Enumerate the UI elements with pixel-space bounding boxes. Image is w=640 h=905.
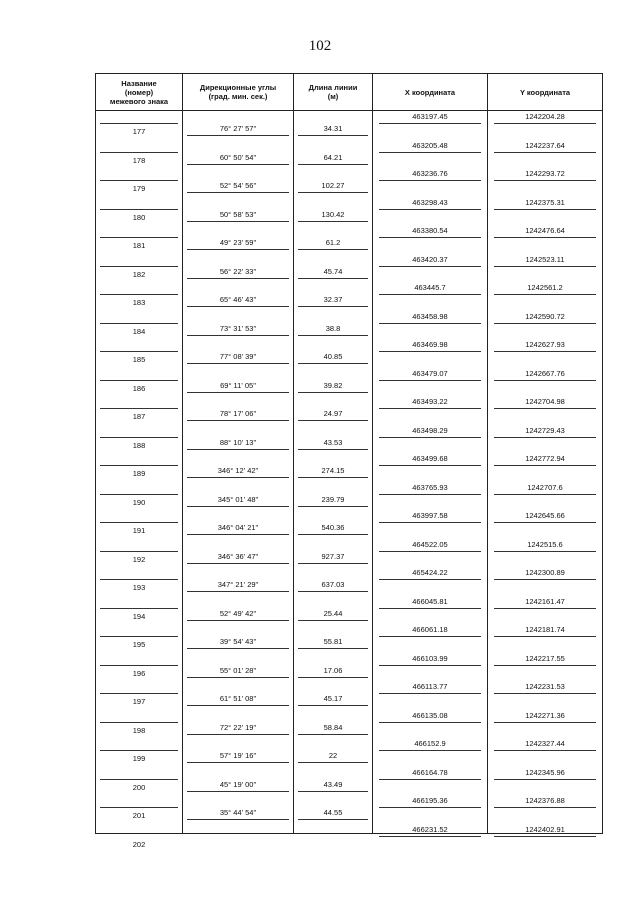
row-rule bbox=[100, 750, 178, 751]
line-length: 34.31 bbox=[323, 124, 343, 133]
x-coordinate: 463197.45 bbox=[412, 112, 448, 121]
direction-angle: 56° 22' 33" bbox=[219, 266, 257, 276]
row-rule bbox=[298, 791, 368, 792]
direction-angle: 347° 21' 29" bbox=[217, 580, 259, 589]
row-rule bbox=[379, 779, 481, 780]
row-rule bbox=[100, 465, 178, 466]
row-rule bbox=[379, 722, 481, 723]
row-rule bbox=[298, 449, 368, 450]
row-rule bbox=[187, 534, 289, 535]
row-rule bbox=[100, 152, 178, 153]
y-coordinate: 1242590.72 bbox=[525, 311, 565, 321]
row-rule bbox=[494, 522, 596, 523]
direction-angle: 39° 54' 43" bbox=[219, 637, 257, 646]
row-rule bbox=[379, 579, 481, 580]
direction-angle: 61° 51' 08" bbox=[219, 694, 257, 703]
marker-name: 188 bbox=[132, 440, 146, 450]
header-x-coordinate: X координата bbox=[373, 74, 488, 110]
table-row bbox=[96, 168, 602, 197]
row-rule bbox=[187, 734, 289, 735]
direction-angle: 88° 10' 13" bbox=[219, 437, 257, 447]
row-rule bbox=[379, 636, 481, 637]
row-rule bbox=[379, 522, 481, 523]
row-rule bbox=[187, 677, 289, 678]
row-rule bbox=[298, 192, 368, 193]
line-length: 38.8 bbox=[325, 323, 341, 333]
table-row bbox=[96, 311, 602, 340]
direction-angle: 69° 11' 05" bbox=[220, 380, 256, 390]
marker-name: 190 bbox=[132, 497, 146, 507]
row-rule bbox=[100, 180, 178, 181]
table-row bbox=[96, 795, 602, 824]
header-direction-angles: Дирекционные углы (град. мин. сек.) bbox=[183, 74, 294, 110]
line-length: 274.15 bbox=[321, 466, 345, 475]
marker-name: 187 bbox=[132, 412, 146, 421]
line-length: 130.42 bbox=[321, 209, 345, 219]
row-rule bbox=[298, 506, 368, 507]
x-coordinate: 466061.18 bbox=[412, 625, 448, 634]
table-row bbox=[96, 482, 602, 511]
x-coordinate: 463997.58 bbox=[412, 511, 448, 520]
row-rule bbox=[494, 807, 596, 808]
row-rule bbox=[379, 608, 481, 609]
marker-name: 191 bbox=[132, 526, 146, 535]
y-coordinate: 1242645.66 bbox=[525, 511, 565, 520]
x-coordinate: 463205.48 bbox=[412, 140, 448, 150]
row-rule bbox=[494, 579, 596, 580]
row-rule bbox=[379, 323, 481, 324]
x-coordinate: 466103.99 bbox=[412, 653, 448, 663]
marker-name: 182 bbox=[132, 269, 146, 279]
x-coordinate: 463380.54 bbox=[412, 226, 448, 235]
line-length: 64.21 bbox=[323, 152, 343, 162]
x-coordinate: 463298.43 bbox=[412, 197, 448, 207]
row-rule bbox=[187, 221, 289, 222]
row-rule bbox=[494, 266, 596, 267]
x-coordinate: 465424.22 bbox=[412, 568, 448, 577]
table-row bbox=[96, 225, 602, 254]
row-rule bbox=[298, 420, 368, 421]
row-rule bbox=[187, 449, 289, 450]
direction-angle: 57° 19' 16" bbox=[219, 751, 257, 760]
row-rule bbox=[187, 392, 289, 393]
table-row bbox=[96, 368, 602, 397]
line-length: 637.03 bbox=[321, 580, 345, 589]
x-coordinate: 466195.36 bbox=[412, 796, 448, 805]
row-rule bbox=[298, 306, 368, 307]
row-rule bbox=[187, 249, 289, 250]
direction-angle: 76° 27' 57" bbox=[219, 124, 257, 133]
row-rule bbox=[187, 164, 289, 165]
table-row bbox=[96, 567, 602, 596]
row-rule bbox=[100, 551, 178, 552]
table-row bbox=[96, 453, 602, 482]
direction-angle: 346° 36' 47" bbox=[217, 551, 259, 561]
direction-angle: 50° 58' 53" bbox=[219, 209, 257, 219]
marker-name: 183 bbox=[132, 298, 146, 307]
coordinates-table bbox=[95, 73, 603, 849]
row-rule bbox=[298, 591, 368, 592]
row-rule bbox=[298, 249, 368, 250]
marker-name: 180 bbox=[132, 212, 146, 222]
x-coordinate: 463236.76 bbox=[412, 169, 448, 178]
row-rule bbox=[494, 836, 596, 837]
line-length: 540.36 bbox=[321, 523, 345, 532]
line-length: 927.37 bbox=[321, 551, 345, 561]
direction-angle: 49° 23' 59" bbox=[219, 238, 257, 247]
marker-name: 177 bbox=[132, 127, 146, 136]
y-coordinate: 1242204.28 bbox=[525, 112, 565, 121]
marker-name: 181 bbox=[132, 241, 146, 250]
table-header bbox=[96, 74, 602, 111]
row-rule bbox=[298, 221, 368, 222]
row-rule bbox=[187, 135, 289, 136]
row-rule bbox=[100, 579, 178, 580]
row-rule bbox=[187, 705, 289, 706]
marker-name: 184 bbox=[132, 326, 146, 336]
row-rule bbox=[187, 506, 289, 507]
table-row bbox=[96, 111, 602, 140]
row-rule bbox=[187, 278, 289, 279]
row-rule bbox=[379, 266, 481, 267]
row-rule bbox=[100, 522, 178, 523]
line-length: 239.79 bbox=[321, 494, 345, 504]
line-length: 40.85 bbox=[323, 352, 343, 361]
direction-angle: 73° 31' 53" bbox=[219, 323, 257, 333]
x-coordinate: 466135.08 bbox=[412, 710, 448, 720]
row-rule bbox=[100, 608, 178, 609]
x-coordinate: 463479.07 bbox=[412, 368, 448, 378]
x-coordinate: 463420.37 bbox=[412, 254, 448, 264]
row-rule bbox=[298, 734, 368, 735]
line-length: 17.06 bbox=[323, 665, 343, 675]
row-rule bbox=[379, 465, 481, 466]
y-coordinate: 1242402.91 bbox=[525, 824, 565, 834]
row-rule bbox=[494, 437, 596, 438]
row-rule bbox=[100, 807, 178, 808]
row-rule bbox=[100, 408, 178, 409]
row-rule bbox=[187, 477, 289, 478]
header-y-coordinate: Y координата bbox=[519, 87, 571, 97]
row-rule bbox=[298, 363, 368, 364]
line-length: 32.37 bbox=[323, 295, 343, 304]
row-rule bbox=[187, 335, 289, 336]
y-coordinate: 1242293.72 bbox=[525, 169, 565, 178]
row-rule bbox=[187, 762, 289, 763]
row-rule bbox=[187, 620, 289, 621]
x-coordinate: 466164.78 bbox=[412, 767, 448, 777]
row-rule bbox=[100, 209, 178, 210]
line-length: 25.44 bbox=[323, 608, 343, 618]
row-rule bbox=[100, 779, 178, 780]
table-row bbox=[96, 254, 602, 283]
row-rule bbox=[494, 779, 596, 780]
x-coordinate: 463458.98 bbox=[412, 311, 448, 321]
line-length: 58.84 bbox=[323, 722, 343, 732]
row-rule bbox=[494, 209, 596, 210]
y-coordinate: 1242237.64 bbox=[525, 140, 565, 150]
table-row bbox=[96, 653, 602, 682]
y-coordinate: 1242217.55 bbox=[525, 653, 565, 663]
marker-name: 198 bbox=[132, 725, 146, 735]
row-rule bbox=[298, 819, 368, 820]
direction-angle: 55° 01' 28" bbox=[219, 665, 257, 675]
line-length: 24.97 bbox=[323, 409, 343, 418]
direction-angle: 60° 50' 54" bbox=[219, 152, 257, 162]
line-length: 102.27 bbox=[321, 181, 345, 190]
table-row bbox=[96, 596, 602, 625]
y-coordinate: 1242667.76 bbox=[525, 368, 565, 378]
row-rule bbox=[379, 152, 481, 153]
marker-name: 186 bbox=[132, 383, 146, 393]
line-length: 43.49 bbox=[323, 779, 343, 789]
row-rule bbox=[494, 408, 596, 409]
row-rule bbox=[187, 591, 289, 592]
x-coordinate: 463469.98 bbox=[412, 340, 448, 349]
row-rule bbox=[100, 237, 178, 238]
row-rule bbox=[187, 420, 289, 421]
row-rule bbox=[187, 192, 289, 193]
row-rule bbox=[379, 693, 481, 694]
row-rule bbox=[100, 636, 178, 637]
line-length: 45.74 bbox=[323, 266, 343, 276]
table-row bbox=[96, 510, 602, 539]
row-rule bbox=[494, 636, 596, 637]
table-row bbox=[96, 681, 602, 710]
row-rule bbox=[298, 392, 368, 393]
y-coordinate: 1242523.11 bbox=[525, 254, 565, 264]
row-rule bbox=[298, 477, 368, 478]
row-rule bbox=[379, 351, 481, 352]
row-rule bbox=[298, 534, 368, 535]
direction-angle: 65° 46' 43" bbox=[219, 295, 257, 304]
marker-name: 199 bbox=[132, 754, 146, 763]
line-length: 55.81 bbox=[323, 637, 343, 646]
y-coordinate: 1242476.64 bbox=[525, 226, 565, 235]
header-marker-name: Название (номер) межевого знака bbox=[96, 74, 183, 110]
table-row bbox=[96, 396, 602, 425]
row-rule bbox=[379, 180, 481, 181]
y-coordinate: 1242181.74 bbox=[525, 625, 565, 634]
marker-name: 195 bbox=[132, 640, 146, 649]
row-rule bbox=[100, 665, 178, 666]
row-rule bbox=[379, 209, 481, 210]
marker-name: 178 bbox=[132, 155, 146, 165]
row-rule bbox=[100, 494, 178, 495]
marker-name: 196 bbox=[132, 668, 146, 678]
line-length: 45.17 bbox=[323, 694, 343, 703]
direction-angle: 78° 17' 06" bbox=[219, 409, 257, 418]
direction-angle: 345° 01' 48" bbox=[217, 494, 259, 504]
row-rule bbox=[379, 494, 481, 495]
direction-angle: 77° 08' 39" bbox=[219, 352, 257, 361]
row-rule bbox=[298, 648, 368, 649]
marker-name: 189 bbox=[132, 469, 146, 478]
row-rule bbox=[100, 123, 178, 124]
row-rule bbox=[187, 363, 289, 364]
x-coordinate: 464522.05 bbox=[412, 539, 448, 549]
table-row bbox=[96, 824, 602, 853]
row-rule bbox=[494, 152, 596, 153]
table-body bbox=[96, 111, 602, 849]
direction-angle: 346° 12' 42" bbox=[217, 466, 259, 475]
row-rule bbox=[100, 294, 178, 295]
direction-angle: 52° 49' 42" bbox=[219, 608, 257, 618]
row-rule bbox=[494, 722, 596, 723]
row-rule bbox=[298, 705, 368, 706]
row-rule bbox=[100, 437, 178, 438]
row-rule bbox=[100, 323, 178, 324]
row-rule bbox=[187, 648, 289, 649]
table-row bbox=[96, 767, 602, 796]
y-coordinate: 1242561.2 bbox=[527, 283, 563, 292]
line-length: 43.53 bbox=[323, 437, 343, 447]
row-rule bbox=[494, 693, 596, 694]
y-coordinate: 1242300.89 bbox=[525, 568, 565, 577]
marker-name: 179 bbox=[132, 184, 146, 193]
y-coordinate: 1242345.96 bbox=[525, 767, 565, 777]
direction-angle: 346° 04' 21" bbox=[217, 523, 259, 532]
row-rule bbox=[187, 563, 289, 564]
x-coordinate: 466231.52 bbox=[412, 824, 448, 834]
row-rule bbox=[494, 494, 596, 495]
marker-name: 194 bbox=[132, 611, 146, 621]
row-rule bbox=[379, 551, 481, 552]
y-coordinate: 1242627.93 bbox=[525, 340, 565, 349]
table-row bbox=[96, 539, 602, 568]
row-rule bbox=[379, 123, 481, 124]
y-coordinate: 1242704.98 bbox=[525, 397, 565, 406]
row-rule bbox=[494, 294, 596, 295]
row-rule bbox=[494, 323, 596, 324]
row-rule bbox=[298, 164, 368, 165]
row-rule bbox=[494, 351, 596, 352]
table-row bbox=[96, 738, 602, 767]
x-coordinate: 463765.93 bbox=[412, 482, 448, 492]
row-rule bbox=[379, 380, 481, 381]
marker-name: 197 bbox=[132, 697, 146, 706]
row-rule bbox=[100, 266, 178, 267]
row-rule bbox=[494, 465, 596, 466]
row-rule bbox=[494, 380, 596, 381]
direction-angle: 72° 22' 19" bbox=[219, 722, 257, 732]
marker-name: 200 bbox=[132, 782, 146, 792]
row-rule bbox=[494, 608, 596, 609]
y-coordinate: 1242707.6 bbox=[527, 482, 563, 492]
line-length: 39.82 bbox=[323, 380, 343, 390]
row-rule bbox=[494, 665, 596, 666]
direction-angle: 52° 54' 56" bbox=[219, 181, 257, 190]
table-row bbox=[96, 339, 602, 368]
x-coordinate: 463499.68 bbox=[412, 454, 448, 463]
line-length: 61.2 bbox=[325, 238, 341, 247]
line-length: 44.55 bbox=[323, 808, 343, 817]
row-rule bbox=[100, 380, 178, 381]
x-coordinate: 463493.22 bbox=[412, 397, 448, 406]
row-rule bbox=[494, 750, 596, 751]
row-rule bbox=[494, 551, 596, 552]
marker-name: 202 bbox=[132, 839, 146, 849]
row-rule bbox=[187, 306, 289, 307]
row-rule bbox=[379, 294, 481, 295]
table-row bbox=[96, 282, 602, 311]
direction-angle: 45° 19' 00" bbox=[219, 779, 257, 789]
row-rule bbox=[379, 750, 481, 751]
table-row bbox=[96, 197, 602, 226]
y-coordinate: 1242161.47 bbox=[525, 596, 565, 606]
row-rule bbox=[298, 335, 368, 336]
table-row bbox=[96, 624, 602, 653]
row-rule bbox=[100, 722, 178, 723]
marker-name: 193 bbox=[132, 583, 146, 592]
row-rule bbox=[379, 237, 481, 238]
y-coordinate: 1242515.6 bbox=[527, 539, 563, 549]
page-number: 102 bbox=[308, 38, 332, 54]
row-rule bbox=[379, 665, 481, 666]
y-coordinate: 1242729.43 bbox=[525, 425, 565, 435]
table-row bbox=[96, 710, 602, 739]
x-coordinate: 466152.9 bbox=[414, 739, 446, 748]
row-rule bbox=[298, 135, 368, 136]
row-rule bbox=[100, 693, 178, 694]
row-rule bbox=[379, 408, 481, 409]
y-coordinate: 1242271.36 bbox=[525, 710, 565, 720]
table-row bbox=[96, 140, 602, 169]
y-coordinate: 1242376.88 bbox=[525, 796, 565, 805]
row-rule bbox=[298, 762, 368, 763]
marker-name: 201 bbox=[132, 811, 146, 820]
x-coordinate: 463498.29 bbox=[412, 425, 448, 435]
y-coordinate: 1242772.94 bbox=[525, 454, 565, 463]
row-rule bbox=[494, 237, 596, 238]
x-coordinate: 466045.81 bbox=[412, 596, 448, 606]
table-row bbox=[96, 425, 602, 454]
marker-name: 185 bbox=[132, 355, 146, 364]
row-rule bbox=[494, 123, 596, 124]
row-rule bbox=[187, 819, 289, 820]
row-rule bbox=[187, 791, 289, 792]
y-coordinate: 1242375.31 bbox=[525, 197, 565, 207]
direction-angle: 35° 44' 54" bbox=[219, 808, 257, 817]
header-line-length: Длина линии (м) bbox=[294, 74, 373, 110]
row-rule bbox=[379, 836, 481, 837]
row-rule bbox=[379, 437, 481, 438]
row-rule bbox=[298, 563, 368, 564]
row-rule bbox=[298, 620, 368, 621]
row-rule bbox=[379, 807, 481, 808]
row-rule bbox=[100, 351, 178, 352]
marker-name: 192 bbox=[132, 554, 146, 564]
x-coordinate: 463445.7 bbox=[414, 283, 446, 292]
y-coordinate: 1242231.53 bbox=[525, 682, 565, 691]
x-coordinate: 466113.77 bbox=[412, 682, 448, 691]
line-length: 22 bbox=[328, 751, 338, 760]
row-rule bbox=[494, 180, 596, 181]
row-rule bbox=[298, 278, 368, 279]
row-rule bbox=[298, 677, 368, 678]
y-coordinate: 1242327.44 bbox=[525, 739, 565, 748]
